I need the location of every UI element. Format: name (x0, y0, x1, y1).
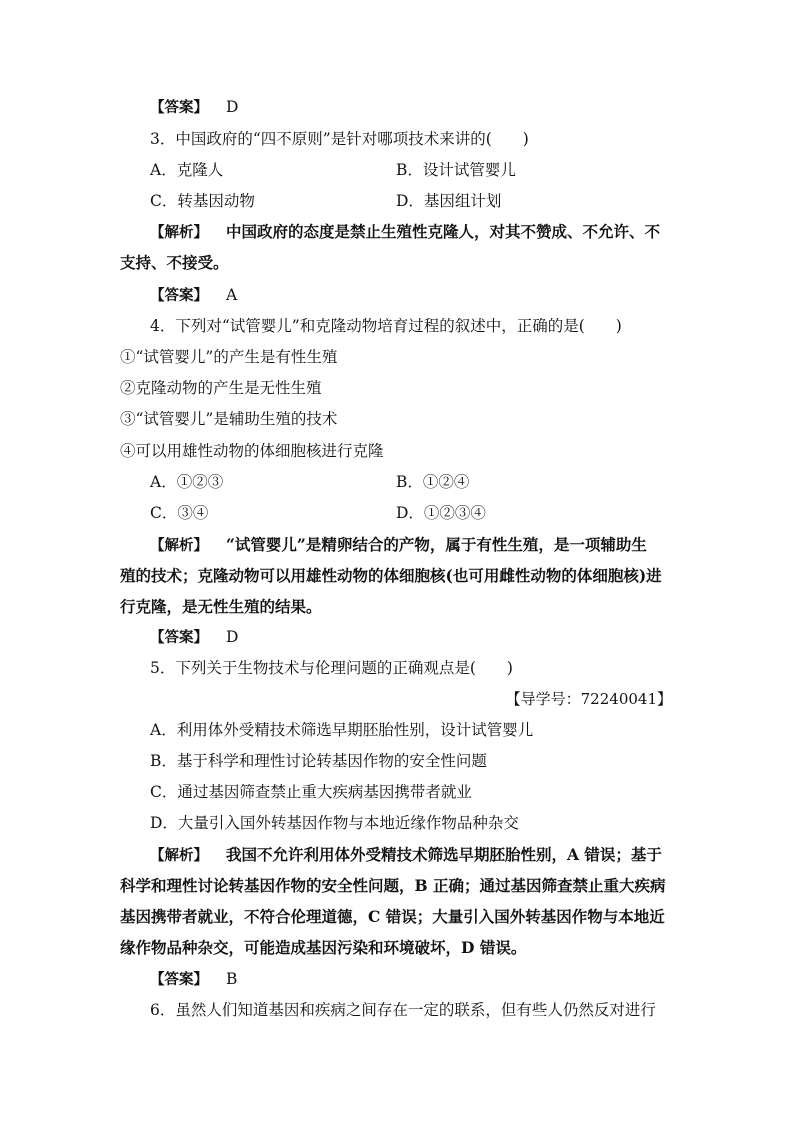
q6-stem: 6．虽然人们知道基因和疾病之间存在一定的联系，但有些人仍然反对进行 (150, 1001, 656, 1019)
q4-item-2: ②克隆动物的产生是无性生殖 (120, 379, 322, 397)
q4-analysis-line-3: 行克隆，是无性生殖的结果。 (120, 597, 322, 616)
q5-analysis-line-3: 基因携带者就业，不符合伦理道德，C 错误；大量引入国外转基因作物与本地近 (120, 907, 665, 926)
q4-stem: 4．下列对“试管婴儿”和克隆动物培育过程的叙述中，正确的是( ) (150, 317, 622, 335)
q4-option-b: B．①②④ (396, 473, 470, 491)
analysis-tag: 【解析】 (150, 848, 208, 864)
q5-guide-number: 【导学号：72240041】 (505, 690, 672, 708)
q4-item-1: ①“试管婴儿”的产生是有性生殖 (120, 348, 338, 366)
q3-option-d: D．基因组计划 (396, 192, 502, 210)
q3-option-b: B．设计试管婴儿 (396, 161, 516, 179)
q5-analysis-text-1: 我国不允许利用体外受精技术筛选早期胚胎性别，A 错误；基于 (226, 845, 662, 864)
q5-analysis-line-2: 科学和理性讨论转基因作物的安全性问题，B 正确；通过基因筛查禁止重大疾病 (120, 876, 666, 895)
q4-option-c: C．③④ (150, 504, 209, 522)
analysis-tag: 【解析】 (150, 225, 208, 241)
q5-option-b: B．基于科学和理性讨论转基因作物的安全性问题 (150, 752, 487, 770)
q5-option-a: A．利用体外受精技术筛选早期胚胎性别，设计试管婴儿 (150, 721, 534, 739)
q5-analysis-line-1 (150, 844, 662, 866)
q4-item-4: ④可以用雄性动物的体细胞核进行克隆 (120, 442, 384, 460)
q3-answer: A (226, 286, 238, 304)
q5-option-d: D．大量引入国外转基因作物与本地近缘作物品种杂交 (150, 814, 519, 832)
q4-analysis-line-2: 殖的技术；克隆动物可以用雄性动物的体细胞核(也可用雌性动物的体细胞核)进 (120, 566, 662, 585)
q4-option-d: D．①②③④ (396, 504, 486, 522)
q3-option-c: C．转基因动物 (150, 192, 255, 210)
q3-analysis-line-2: 支持、不接受。 (120, 253, 229, 272)
q3-answer-row (150, 284, 237, 306)
answer-tag: 【答案】 (150, 100, 208, 116)
analysis-tag: 【解析】 (150, 538, 208, 554)
answer-tag: 【答案】 (150, 972, 208, 988)
q2-answer: D (226, 98, 239, 116)
q3-stem: 3．中国政府的“四不原则”是针对哪项技术来讲的( ) (150, 130, 529, 148)
q5-option-c: C．通过基因筛查禁止重大疾病基因携带者就业 (150, 783, 472, 801)
q3-analysis-text-1: 中国政府的态度是禁止生殖性克隆人，对其不赞成、不允许、不 (226, 222, 661, 241)
answer-tag: 【答案】 (150, 630, 208, 646)
q4-answer: D (226, 628, 239, 646)
q3-option-a: A．克隆人 (150, 161, 224, 179)
q3-analysis-line-1 (150, 221, 660, 243)
q4-item-3: ③“试管婴儿”是辅助生殖的技术 (120, 410, 338, 428)
answer-tag: 【答案】 (150, 288, 208, 304)
q4-analysis-text-1: “试管婴儿”是精卵结合的产物，属于有性生殖，是一项辅助生 (226, 535, 647, 554)
q5-answer: B (226, 970, 238, 988)
q5-answer-row (150, 968, 237, 990)
q5-analysis-line-4: 缘作物品种杂交，可能造成基因污染和环境破坏，D 错误。 (120, 938, 527, 957)
q4-answer-row (150, 626, 238, 648)
q4-analysis-line-1 (150, 534, 647, 556)
q4-option-a: A．①②③ (150, 473, 224, 491)
q2-answer-row (150, 96, 238, 118)
q5-stem: 5．下列关于生物技术与伦理问题的正确观点是( ) (150, 659, 513, 677)
